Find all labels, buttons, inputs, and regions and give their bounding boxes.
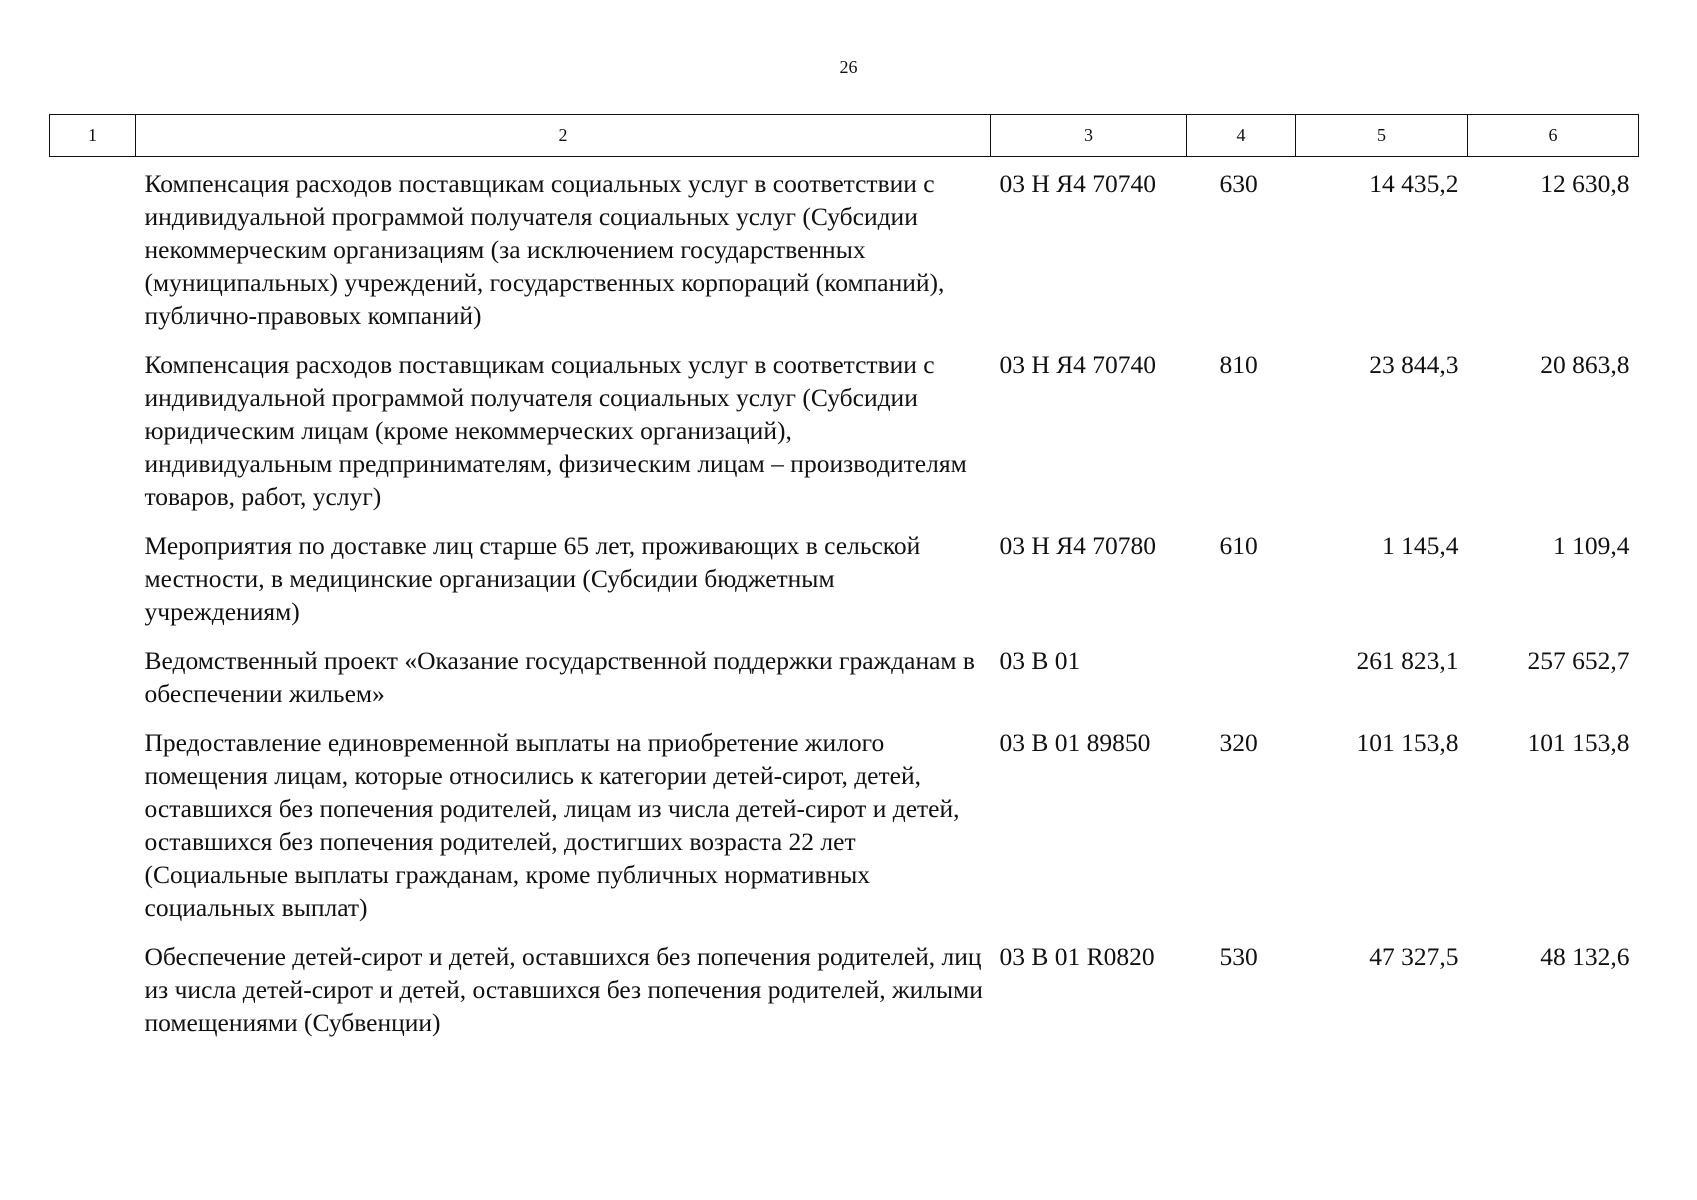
row-name: Ведомственный проект «Оказание государственной поддержки гражданам в обеспечении жильем»: [144, 646, 975, 708]
row-name: Мероприятия по доставке лиц старше 65 лет, проживающих в сельской местности, в медицинские организации (Субсидии бюджетным учреждениям): [144, 531, 921, 626]
row-amount-5: 1 145,4: [1382, 531, 1459, 560]
header-col-6: 6: [1468, 115, 1639, 157]
row-number-cell: [50, 644, 136, 726]
row-type: 630: [1219, 169, 1258, 198]
row-number-cell: [50, 940, 136, 1055]
table-row: [50, 726, 1639, 940]
row-name: Компенсация расходов поставщикам социальных услуг в соответствии с индивидуальной программой получателя социальных услуг (Субсидии юридическим лицам (кроме некоммерческих организаций), индивидуальным предпринимателям, физическим лицам – производителям товаров, работ, услуг): [144, 350, 967, 511]
table-body: [50, 157, 1639, 1056]
row-type: 610: [1219, 531, 1258, 560]
row-code: 03 В 01 R0820: [999, 942, 1155, 971]
row-number-cell: [50, 157, 136, 349]
row-code: 03 Н Я4 70740: [999, 350, 1157, 379]
row-amount-5: 261 823,1: [1356, 646, 1459, 675]
table-row: [50, 348, 1639, 529]
row-amount-5: 47 327,5: [1369, 942, 1459, 971]
header-col-2: 2: [136, 115, 991, 157]
row-amount-6: 48 132,6: [1540, 942, 1630, 971]
row-amount-6: 101 153,8: [1527, 728, 1630, 757]
row-amount-5: 101 153,8: [1356, 728, 1459, 757]
row-code: 03 Н Я4 70780: [999, 531, 1157, 560]
page-number: 26: [839, 57, 858, 77]
row-amount-6: 1 109,4: [1553, 531, 1630, 560]
header-col-4: 4: [1187, 115, 1296, 157]
header-col-5: 5: [1296, 115, 1468, 157]
header-col-1: 1: [50, 115, 136, 157]
budget-table: [49, 114, 1639, 1055]
row-amount-6: 20 863,8: [1540, 350, 1630, 379]
row-number-cell: [50, 529, 136, 644]
row-code: 03 В 01 89850: [999, 728, 1151, 757]
row-type: 530: [1219, 942, 1258, 971]
table-row: [50, 644, 1639, 726]
row-name: Компенсация расходов поставщикам социальных услуг в соответствии с индивидуальной программой получателя социальных услуг (Субсидии некоммерческим организациям (за исключением государственных (муниципальных) учреждений, государственных корпораций (компаний), публично-правовых компаний): [144, 169, 945, 330]
table-row: [50, 529, 1639, 644]
row-number-cell: [50, 726, 136, 940]
row-name: Предоставление единовременной выплаты на приобретение жилого помещения лицам, которые относились к категории детей-сирот, детей, оставшихся без попечения родителей, лицам из числа детей-сирот и детей, оставшихся без попечения родителей, достигших возраста 22 лет (Социальные выплаты гражданам, кроме публичных нормативных социальных выплат): [144, 728, 960, 922]
row-number-cell: [50, 348, 136, 529]
table-row: [50, 157, 1639, 349]
row-amount-6: 12 630,8: [1540, 169, 1630, 198]
row-amount-5: 14 435,2: [1369, 169, 1459, 198]
row-type: [1187, 644, 1296, 726]
header-col-3: 3: [991, 115, 1187, 157]
row-type: 320: [1219, 728, 1258, 757]
table-row: [50, 940, 1639, 1055]
row-amount-6: 257 652,7: [1527, 646, 1630, 675]
row-type: 810: [1219, 350, 1258, 379]
row-code: 03 В 01: [999, 646, 1081, 675]
header-row: [50, 115, 1639, 157]
row-amount-5: 23 844,3: [1369, 350, 1459, 379]
row-code: 03 Н Я4 70740: [999, 169, 1157, 198]
table-header: [50, 115, 1639, 157]
row-name: Обеспечение детей-сирот и детей, оставшихся без попечения родителей, лиц из числа детей-сирот и детей, оставшихся без попечения родителей, жилыми помещениями (Субвенции): [144, 942, 983, 1037]
